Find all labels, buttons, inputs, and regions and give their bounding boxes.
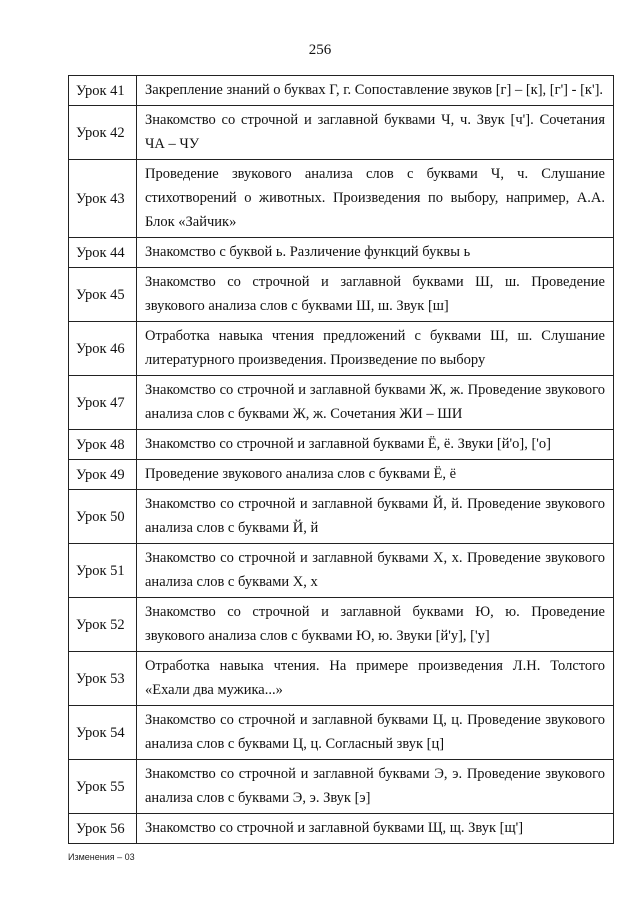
- lesson-topic-text: Знакомство со строчной и заглавной буквами Щ, щ. Звук [щ']: [145, 820, 524, 836]
- lesson-number-cell: Урок 56: [69, 814, 137, 844]
- lesson-topic-text: Отработка навыка чтения. На примере произведения Л.Н. Толстого «Ехали два мужика...»: [145, 658, 605, 698]
- table-row: [69, 544, 614, 598]
- lesson-number-cell: Урок 47: [69, 376, 137, 430]
- lesson-topic-cell: [137, 490, 614, 544]
- lesson-topic-text: Знакомство со строчной и заглавной буквами Ё, ё. Звуки [й'о], ['о]: [145, 436, 551, 452]
- lesson-number-cell: Урок 55: [69, 760, 137, 814]
- lesson-topic-text: Знакомство со строчной и заглавной буквами Х, х. Проведение звукового анализа слов с буквами Х, х: [145, 550, 605, 590]
- page-number: 256: [308, 42, 332, 58]
- table-row: [69, 760, 614, 814]
- lesson-number-cell: Урок 43: [69, 160, 137, 238]
- lesson-topic-text: Знакомство с буквой ь. Различение функций буквы ь: [145, 244, 471, 260]
- lesson-topic-text: Знакомство со строчной и заглавной буквами Ц, ц. Проведение звукового анализа слов с буквами Ц, ц. Согласный звук [ц]: [145, 712, 605, 752]
- lesson-topic-text: Проведение звукового анализа слов с буквами Ё, ё: [145, 466, 457, 482]
- lesson-topic-cell: [137, 598, 614, 652]
- table-row: [69, 268, 614, 322]
- lesson-number-cell: Урок 48: [69, 430, 137, 460]
- lesson-topic-cell: [137, 238, 614, 268]
- lesson-topic-cell: [137, 430, 614, 460]
- lesson-topic-cell: [137, 544, 614, 598]
- lesson-topic-text: Знакомство со строчной и заглавной буквами Ю, ю. Проведение звукового анализа слов с буквами Ю, ю. Звуки [й'у], ['у]: [145, 604, 605, 644]
- lesson-topic-cell: [137, 760, 614, 814]
- table-row: [69, 106, 614, 160]
- lesson-number-cell: Урок 42: [69, 106, 137, 160]
- lesson-topic-text: Проведение звукового анализа слов с буквами Ч, ч. Слушание стихотворений о животных. Произведения по выбору, например, А.А. Блок «Зайчик»: [145, 166, 605, 230]
- lesson-number-cell: Урок 51: [69, 544, 137, 598]
- lesson-topic-cell: [137, 76, 614, 106]
- table-row: [69, 430, 614, 460]
- lesson-number-cell: Урок 46: [69, 322, 137, 376]
- lesson-topic-text: Отработка навыка чтения предложений с буквами Ш, ш. Слушание литературного произведения. Произведение по выбору: [145, 328, 605, 368]
- lesson-number-cell: Урок 45: [69, 268, 137, 322]
- lessons-table: [68, 75, 614, 844]
- lesson-number-cell: Урок 44: [69, 238, 137, 268]
- table-row: [69, 490, 614, 544]
- lesson-topic-cell: [137, 322, 614, 376]
- lesson-topic-cell: [137, 268, 614, 322]
- lesson-topic-text: Закрепление знаний о буквах Г, г. Сопоставление звуков [г] – [к], [г'] - [к'].: [145, 82, 604, 98]
- table-row: [69, 376, 614, 430]
- revision-footer: Изменения – 03: [68, 852, 135, 862]
- lesson-number-cell: Урок 52: [69, 598, 137, 652]
- table-row: [69, 652, 614, 706]
- lesson-number-cell: Урок 41: [69, 76, 137, 106]
- lesson-topic-cell: [137, 376, 614, 430]
- lesson-number-cell: Урок 54: [69, 706, 137, 760]
- lesson-topic-text: Знакомство со строчной и заглавной буквами Ш, ш. Проведение звукового анализа слов с буквами Ш, ш. Звук [ш]: [145, 274, 605, 314]
- lesson-topic-cell: [137, 652, 614, 706]
- table-row: [69, 76, 614, 106]
- lesson-number-cell: Урок 49: [69, 460, 137, 490]
- lesson-topic-text: Знакомство со строчной и заглавной буквами Ж, ж. Проведение звукового анализа слов с буквами Ж, ж. Сочетания ЖИ – ШИ: [145, 382, 605, 422]
- table-row: [69, 706, 614, 760]
- table-row: [69, 322, 614, 376]
- lesson-number-cell: Урок 50: [69, 490, 137, 544]
- lesson-topic-cell: [137, 706, 614, 760]
- table-row: [69, 460, 614, 490]
- lesson-topic-text: Знакомство со строчной и заглавной буквами Й, й. Проведение звукового анализа слов с буквами Й, й: [145, 496, 605, 536]
- lesson-topic-text: Знакомство со строчной и заглавной буквами Ч, ч. Звук [ч']. Сочетания ЧА – ЧУ: [145, 112, 605, 152]
- lesson-number-cell: Урок 53: [69, 652, 137, 706]
- lesson-topic-text: Знакомство со строчной и заглавной буквами Э, э. Проведение звукового анализа слов с буквами Э, э. Звук [э]: [145, 766, 605, 806]
- lesson-topic-cell: [137, 814, 614, 844]
- table-row: [69, 598, 614, 652]
- lesson-topic-cell: [137, 106, 614, 160]
- lesson-topic-cell: [137, 460, 614, 490]
- table-row: [69, 238, 614, 268]
- lesson-topic-cell: [137, 160, 614, 238]
- table-row: [69, 160, 614, 238]
- lessons-table-body: [69, 76, 614, 844]
- table-row: [69, 814, 614, 844]
